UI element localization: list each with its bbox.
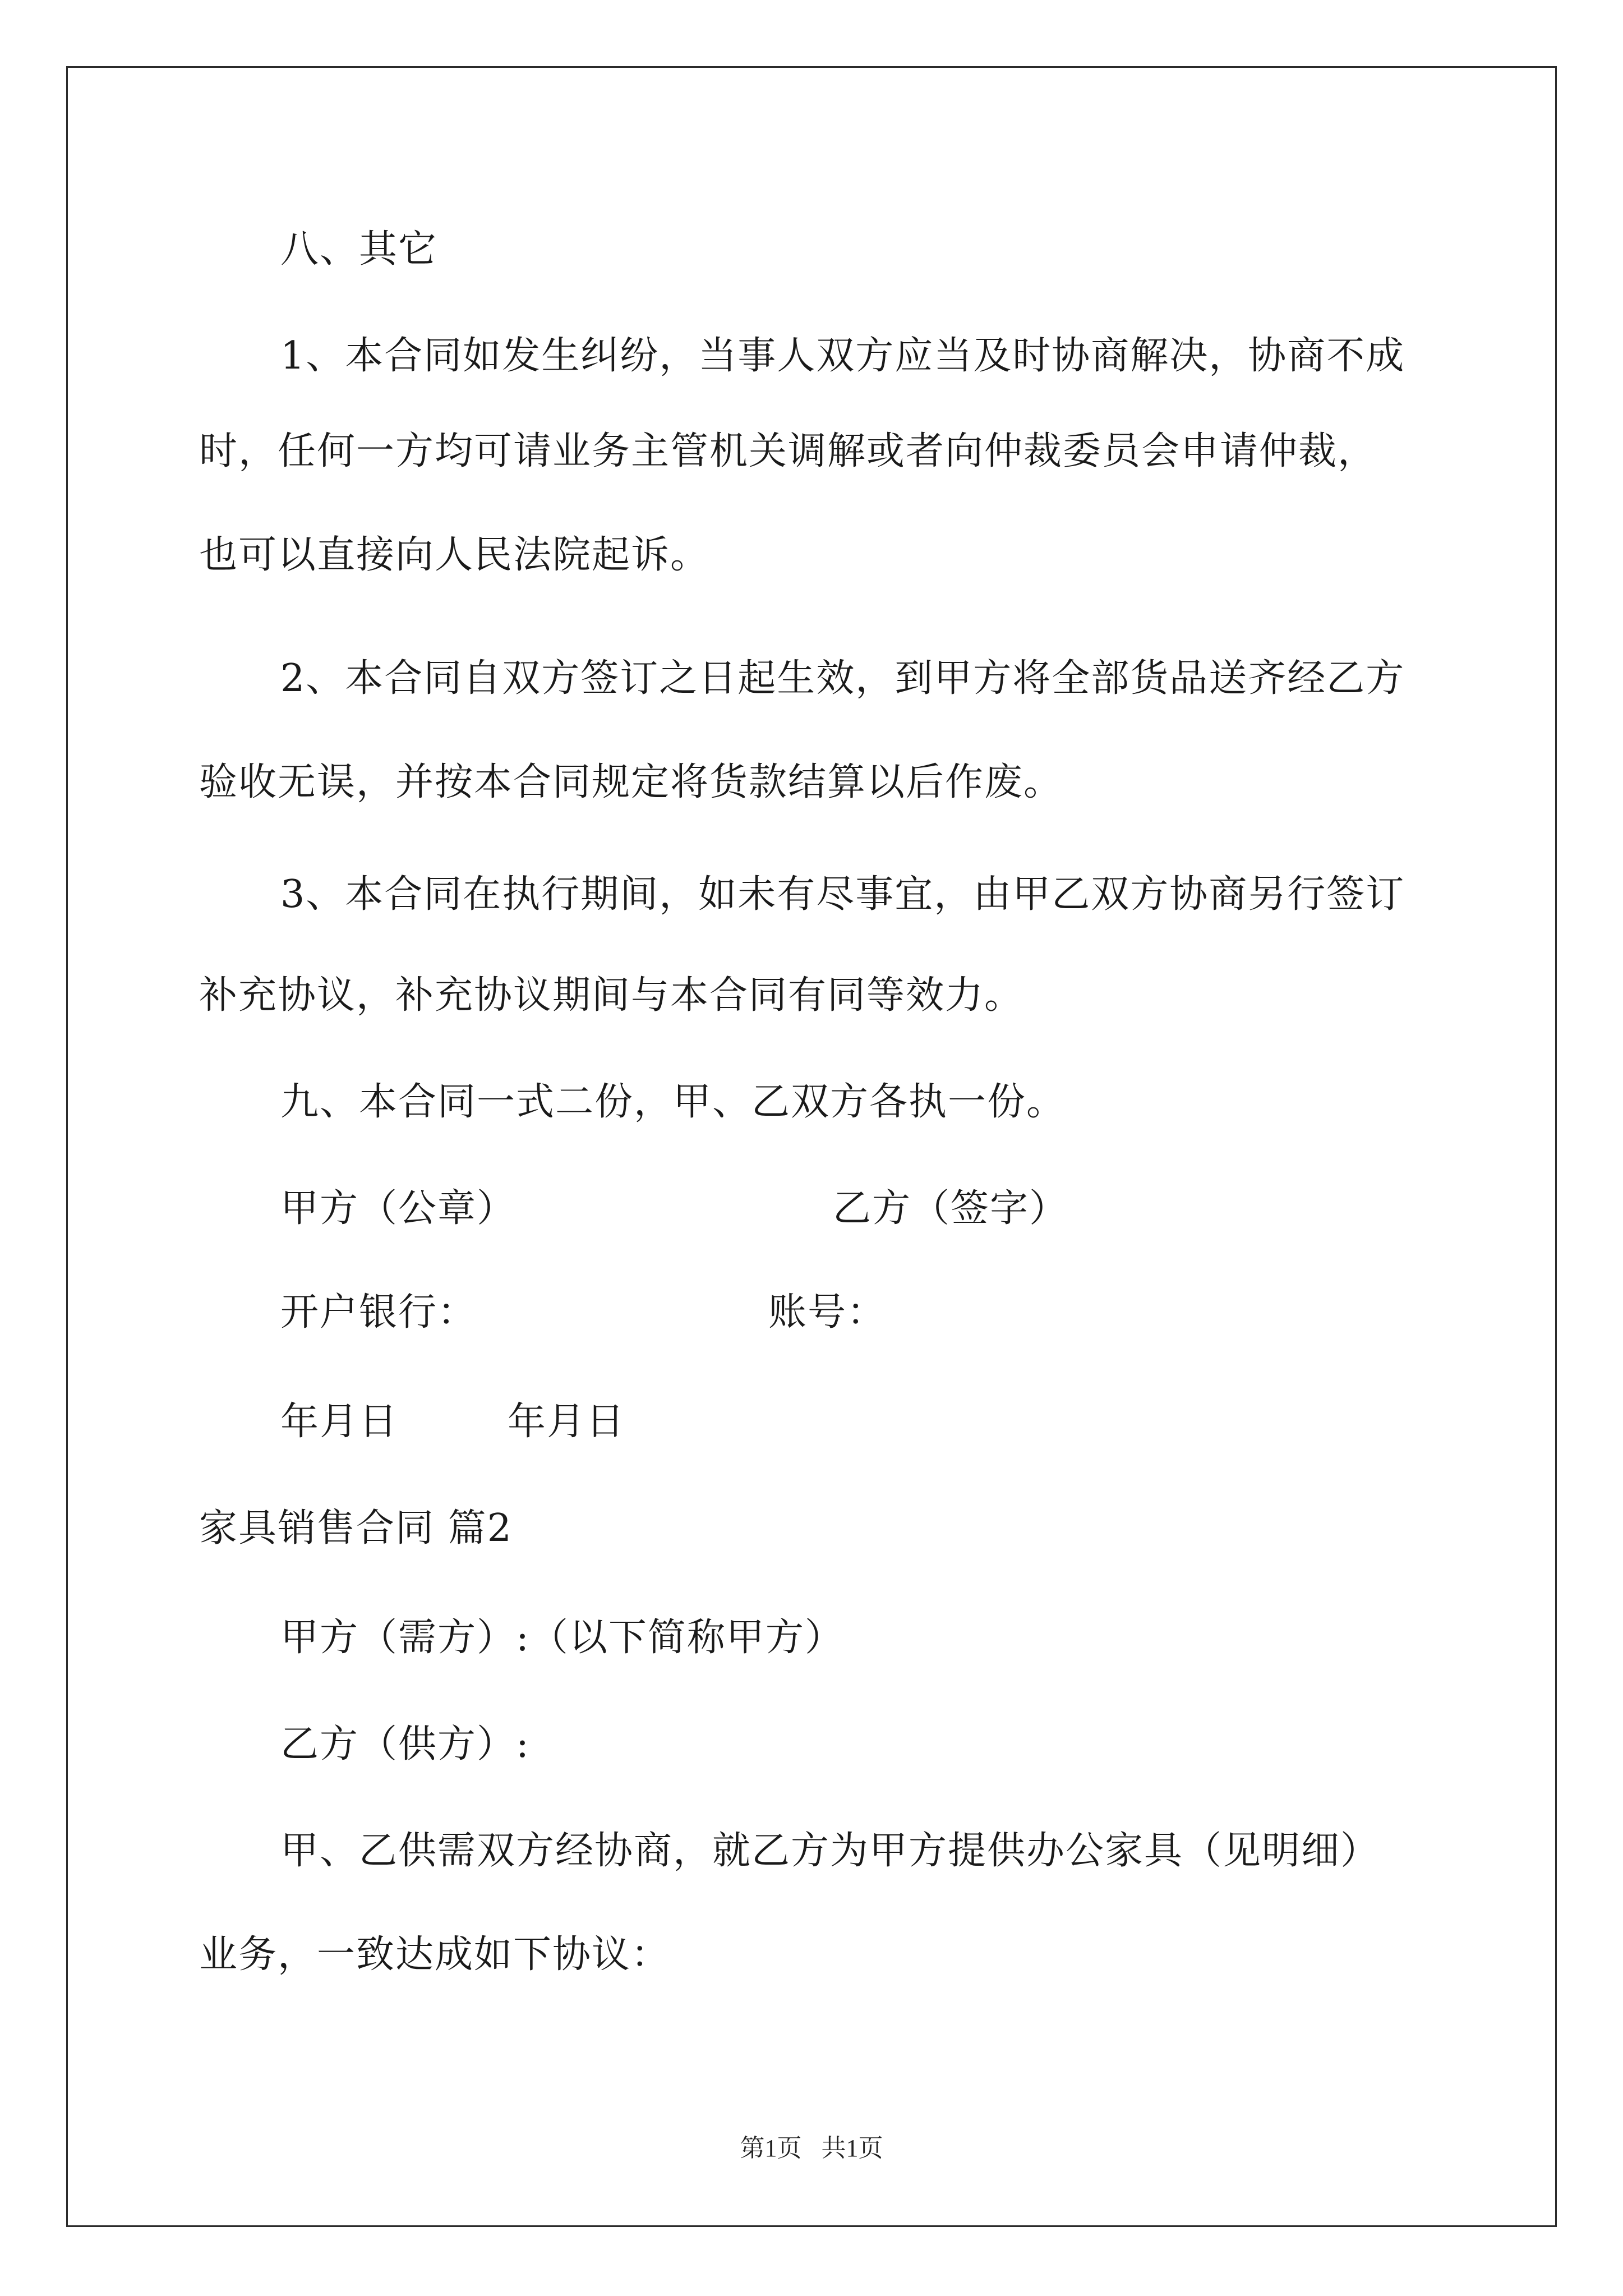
clause-3-line-1: 3、本合同在执行期间，如未有尽事宜，由甲乙双方协商另行签订	[280, 872, 1405, 917]
signature-party-a: 甲方（公章）	[280, 1186, 517, 1231]
party-a-line: 甲方（需方）:（以下简称甲方）	[280, 1616, 844, 1660]
section-heading-other: 八、其它	[280, 227, 438, 272]
clause-1-line-2: 时，任何一方均可请业务主管机关调解或者向仲裁委员会申请仲裁，	[199, 429, 1377, 473]
page-border	[66, 66, 1557, 2227]
party-b-line: 乙方（供方）:	[280, 1722, 530, 1766]
clause-2-line-1: 2、本合同自双方签订之日起生效，到甲方将全部货品送齐经乙方	[280, 656, 1405, 701]
date-party-a: 年月日	[280, 1400, 399, 1444]
clause-1-line-3: 也可以直接向人民法院起诉。	[199, 533, 710, 577]
clause-3-line-2: 补充协议，补充协议期间与本合同有同等效力。	[199, 973, 1024, 1018]
contract-section-title: 家具销售合同 篇2	[199, 1506, 513, 1550]
section-copies: 九、本合同一式二份，甲、乙双方各执一份。	[280, 1080, 1066, 1124]
intro-line-1: 甲、乙供需双方经协商，就乙方为甲方提供办公家具（见明细）	[280, 1829, 1380, 1873]
date-party-b: 年月日	[508, 1400, 626, 1444]
page-number: 第1页	[740, 2134, 802, 2162]
bank-label: 开户银行：	[280, 1290, 477, 1335]
account-label: 账号：	[768, 1290, 887, 1335]
signature-party-b: 乙方（签字）	[833, 1186, 1069, 1231]
page-total: 共1页	[821, 2134, 883, 2162]
clause-2-line-2: 验收无误，并按本合同规定将货款结算以后作废。	[199, 760, 1063, 804]
clause-1-line-1: 1、本合同如发生纠纷，当事人双方应当及时协商解决，协商不成	[280, 334, 1405, 378]
page-footer	[0, 2132, 1623, 2165]
intro-line-2: 业务，一致达成如下协议：	[199, 1932, 671, 1977]
